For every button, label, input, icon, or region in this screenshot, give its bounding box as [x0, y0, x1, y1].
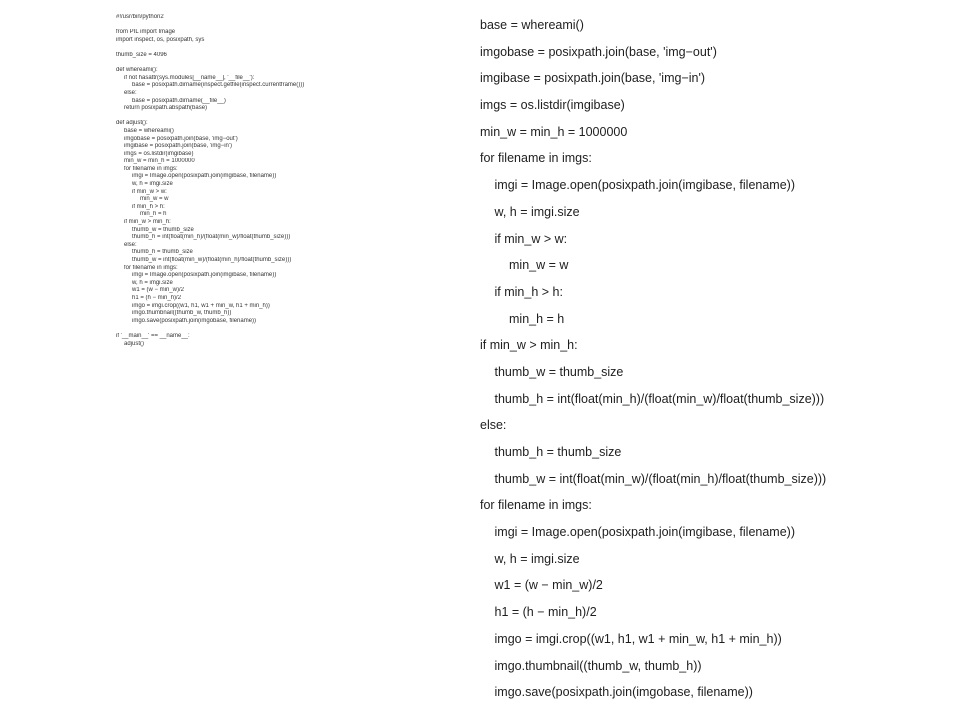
code-line: def whereami(): — [116, 67, 158, 74]
code-line — [116, 113, 446, 121]
code-line: w1 = (w − min_w)/2 — [132, 287, 185, 294]
code-line: w, h = imgi.size — [132, 279, 173, 286]
code-line: if min_w > w: — [132, 188, 167, 195]
code-line: thumb_w = int(float(min_w)/(float(min_h)/float(thumb_size))) — [494, 471, 827, 486]
code-line: min_w = min_h = 1000000 — [480, 124, 628, 139]
code-line: thumb_h = int(float(min_h)/(float(min_w)/float(thumb_size))) — [494, 391, 825, 406]
code-line: imgo = imgi.crop((w1, h1, w1 + min_w, h1 + min_h)) — [494, 631, 782, 646]
code-line: h1 = (h − min_h)/2 — [132, 294, 182, 301]
code-line: min_w = w — [140, 196, 169, 203]
code-line — [116, 60, 446, 68]
code-line: imgo = imgi.crop((w1, h1, w1 + min_w, h1 + min_h)) — [132, 302, 270, 309]
code-line: base = whereami() — [124, 127, 174, 134]
code-line: min_h = h — [509, 311, 565, 326]
code-line: if not hasattr(sys.modules[__name__], '__file__'): — [124, 74, 255, 81]
code-line: imgo.thumbnail((thumb_w, thumb_h)) — [132, 310, 232, 317]
code-line: w, h = imgi.size — [132, 181, 173, 188]
code-line: if min_w > w: — [494, 231, 568, 246]
code-line: if min_h > h: — [132, 203, 165, 210]
code-line: imgi = Image.open(posixpath.join(imgibase, filename)) — [132, 173, 277, 180]
code-line: if min_w > min_h: — [124, 219, 171, 226]
code-line: imgo.save(posixpath.join(imgobase, filename)) — [132, 317, 257, 324]
code-line: min_w = min_h = 1000000 — [124, 158, 195, 165]
code-line: imgi = Image.open(posixpath.join(imgibase, filename)) — [494, 525, 795, 540]
code-line: w, h = imgi.size — [494, 204, 580, 219]
code-line: imgs = os.listdir(imgibase) — [480, 98, 625, 113]
code-line: adjust() — [124, 340, 145, 347]
code-line: base = posixpath.dirname(__file__) — [132, 97, 226, 104]
code-line: imgobase = posixpath.join(base, 'img−out') — [480, 44, 717, 59]
code-line: thumb_w = thumb_size — [132, 226, 194, 233]
code-line: thumb_h = int(float(min_h)/(float(min_w)/float(thumb_size))) — [132, 234, 291, 241]
zoomed-code-listing — [480, 12, 950, 706]
code-line: imgi = Image.open(posixpath.join(imgibase, filename)) — [494, 178, 795, 193]
code-line: imgobase = posixpath.join(base, 'img−out') — [124, 135, 238, 142]
code-line: if min_w > min_h: — [480, 338, 578, 353]
code-line: imgibase = posixpath.join(base, 'img−in') — [124, 143, 233, 150]
code-line: for filename in imgs: — [124, 165, 178, 172]
code-line: from PIL import Image — [116, 29, 176, 36]
code-line: return posixpath.abspath(base) — [124, 105, 208, 112]
code-line: min_h = h — [140, 211, 167, 218]
code-line: h1 = (h − min_h)/2 — [494, 605, 597, 620]
full-code-listing — [116, 14, 446, 348]
code-line — [116, 44, 446, 52]
code-line — [116, 22, 446, 30]
code-line: thumb_h = thumb_size — [132, 249, 193, 256]
code-line: imgibase = posixpath.join(base, 'img−in') — [480, 71, 706, 86]
code-line: thumb_h = thumb_size — [494, 445, 622, 459]
code-line: import inspect, os, posixpath, sys — [116, 36, 205, 43]
code-line: if min_h > h: — [494, 284, 563, 299]
code-line: thumb_w = int(float(min_w)/(float(min_h)/float(thumb_size))) — [132, 257, 292, 263]
code-line: else: — [480, 418, 507, 433]
code-line: else: — [124, 89, 137, 96]
code-line: for filename in imgs: — [480, 151, 592, 166]
code-line: for filename in imgs: — [480, 498, 592, 513]
code-line: else: — [124, 241, 137, 248]
code-line: base = posixpath.dirname(inspect.getfile(inspect.currentframe())) — [132, 82, 305, 89]
code-line: w, h = imgi.size — [494, 551, 580, 566]
code-line: imgs = os.listdir(imgibase) — [124, 150, 194, 157]
code-line: min_w = w — [509, 258, 569, 273]
code-line: imgo.thumbnail((thumb_w, thumb_h)) — [494, 658, 702, 673]
code-line: #!/usr/bin/python2 — [116, 14, 164, 20]
code-line: for filename in imgs: — [124, 264, 178, 271]
code-line: def adjust(): — [116, 120, 148, 127]
code-line: base = whereami() — [480, 18, 584, 32]
code-line: imgi = Image.open(posixpath.join(imgibase, filename)) — [132, 272, 277, 279]
code-line: imgo.save(posixpath.join(imgobase, filename)) — [494, 685, 753, 700]
code-line: if '__main__' == __name__: — [116, 332, 190, 339]
code-line: w1 = (w − min_w)/2 — [494, 578, 603, 593]
code-line — [116, 325, 446, 333]
code-line: thumb_w = thumb_size — [494, 364, 624, 379]
code-line: thumb_size = 4096 — [116, 51, 167, 58]
